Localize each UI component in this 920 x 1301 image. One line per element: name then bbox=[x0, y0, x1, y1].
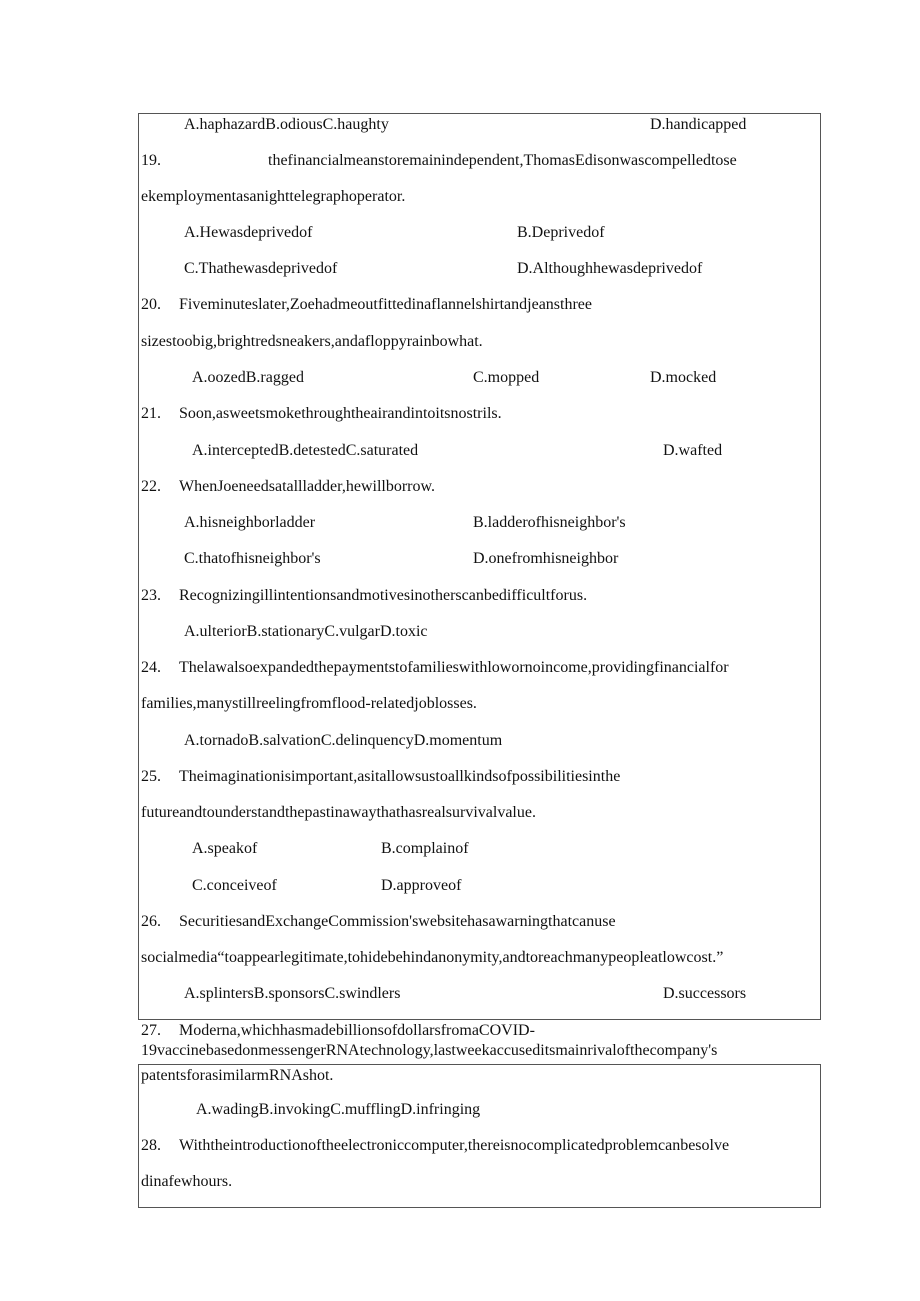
option-25-a[interactable]: A.speakof bbox=[192, 840, 258, 857]
option-22-a[interactable]: A.hisneighborladder bbox=[184, 514, 316, 531]
question-19-stem-1: thefinancialmeanstoremainindependent,ThomasEdisonwascompelledtose bbox=[268, 152, 737, 169]
question-27-stem-3: patentsforasimilarmRNAshot. bbox=[141, 1067, 334, 1084]
question-26-stem-2: socialmedia“toappearlegitimate,tohidebehindanonymity,andtoreachmanypeopleatlowcost.” bbox=[141, 949, 724, 966]
question-24-stem-2: families,manystillreelingfromflood-relatedjoblosses. bbox=[141, 695, 477, 712]
option-19-a[interactable]: A.Hewasdeprivedof bbox=[184, 224, 313, 241]
question-26-stem-1: SecuritiesandExchangeCommission'swebsitehasawarningthatcanuse bbox=[179, 913, 616, 930]
question-number-19: 19. bbox=[141, 152, 161, 169]
option-19-b[interactable]: B.Deprivedof bbox=[517, 224, 605, 241]
question-number-25: 25. bbox=[141, 768, 161, 785]
question-19-stem-2: ekemploymentasanighttelegraphoperator. bbox=[141, 188, 406, 205]
option-19-d[interactable]: D.Althoughhewasdeprivedof bbox=[517, 260, 703, 277]
option-20-d[interactable]: D.mocked bbox=[650, 369, 717, 386]
option-21-d[interactable]: D.wafted bbox=[663, 442, 723, 459]
option-22-b[interactable]: B.ladderofhisneighbor's bbox=[473, 514, 626, 531]
option-25-d[interactable]: D.approveof bbox=[381, 877, 462, 894]
option-25-c[interactable]: C.conceiveof bbox=[192, 877, 277, 894]
option-24-abcd[interactable]: A.tornadoB.salvationC.delinquencyD.momentum bbox=[184, 732, 503, 749]
option-18-d[interactable]: D.handicapped bbox=[650, 116, 747, 133]
question-28-stem-2: dinafewhours. bbox=[141, 1173, 233, 1190]
question-23-stem-1: Recognizingillintentionsandmotivesinotherscanbedifficultforus. bbox=[179, 587, 588, 604]
question-22-stem-1: WhenJoeneedsatallladder,hewillborrow. bbox=[179, 478, 435, 495]
question-number-21: 21. bbox=[141, 405, 161, 422]
option-20-c[interactable]: C.mopped bbox=[473, 369, 540, 386]
question-25-stem-2: futureandtounderstandthepastinawaythathasrealsurvivalvalue. bbox=[141, 804, 536, 821]
question-20-stem-2: sizestoobig,brightredsneakers,andafloppyrainbowhat. bbox=[141, 333, 483, 350]
question-number-22: 22. bbox=[141, 478, 161, 495]
question-number-20: 20. bbox=[141, 296, 161, 313]
option-26-d[interactable]: D.successors bbox=[663, 985, 747, 1002]
question-number-26: 26. bbox=[141, 913, 161, 930]
question-28-stem-1: Withtheintroductionoftheelectroniccomputer,thereisnocomplicatedproblemcanbesolve bbox=[179, 1137, 730, 1154]
option-22-c[interactable]: C.thatofhisneighbor's bbox=[184, 550, 321, 567]
option-19-c[interactable]: C.Thathewasdeprivedof bbox=[184, 260, 338, 277]
question-27-stem-2: 19vaccinebasedonmessengerRNAtechnology,lastweekaccuseditsmainrivalofthecompany's bbox=[141, 1042, 718, 1059]
question-number-23: 23. bbox=[141, 587, 161, 604]
option-25-b[interactable]: B.complainof bbox=[381, 840, 469, 857]
option-22-d[interactable]: D.onefromhisneighbor bbox=[473, 550, 619, 567]
option-21-abc[interactable]: A.interceptedB.detestedC.saturated bbox=[192, 442, 419, 459]
question-number-24: 24. bbox=[141, 659, 161, 676]
option-26-abc[interactable]: A.splintersB.sponsorsC.swindlers bbox=[184, 985, 401, 1002]
question-21-stem-1: Soon,asweetsmokethroughtheairandintoitsnostrils. bbox=[179, 405, 502, 422]
question-25-stem-1: Theimaginationisimportant,asitallowsustoallkindsofpossibilitiesinthe bbox=[179, 768, 621, 785]
question-number-28: 28. bbox=[141, 1137, 161, 1154]
question-27-stem-1: Moderna,whichhasmadebillionsofdollarsfromaCOVID- bbox=[179, 1022, 535, 1039]
option-18-abc[interactable]: A.haphazardB.odiousC.haughty bbox=[184, 116, 389, 133]
question-20-stem-1: Fiveminuteslater,Zoehadmeoutfittedinaflannelshirtandjeansthree bbox=[179, 296, 592, 313]
question-number-27: 27. bbox=[141, 1022, 161, 1039]
question-24-stem-1: Thelawalsoexpandedthepaymentstofamilieswithlowornoincome,providingfinancialfor bbox=[179, 659, 729, 676]
option-20-ab[interactable]: A.oozedB.ragged bbox=[192, 369, 304, 386]
option-23-abcd[interactable]: A.ulteriorB.stationaryC.vulgarD.toxic bbox=[184, 623, 428, 640]
option-27-abcd[interactable]: A.wadingB.invokingC.mufflingD.infringing bbox=[196, 1101, 481, 1118]
